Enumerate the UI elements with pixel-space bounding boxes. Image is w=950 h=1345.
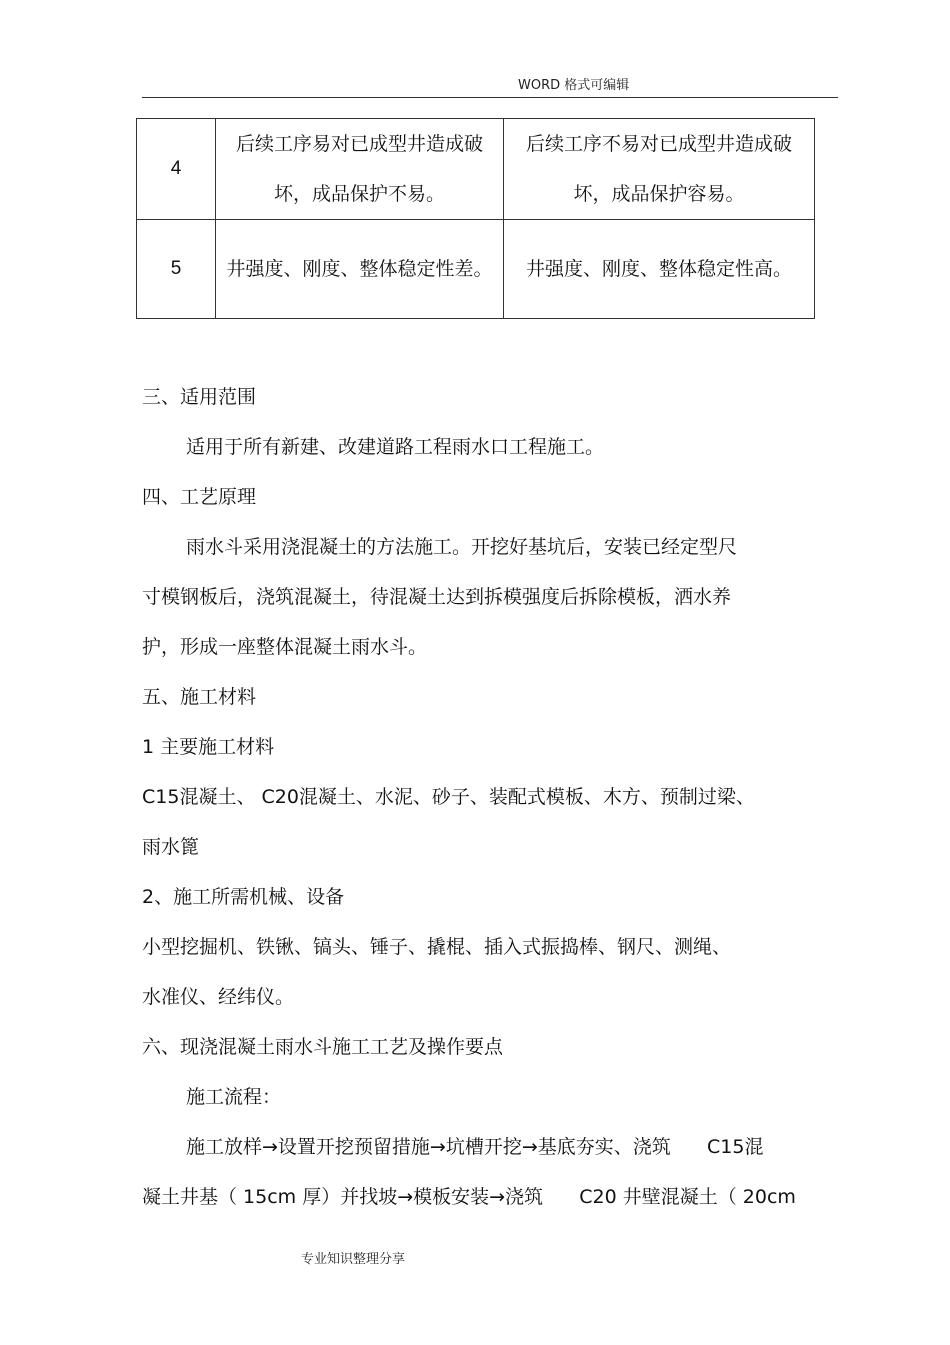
paragraph-line: 寸模钢板后，浇筑混凝土，待混凝土达到拆模强度后拆除模板，洒水养 [142, 586, 732, 608]
subheading-equipment: 2、施工所需机械、设备 [142, 886, 345, 908]
cell-method-a: 后续工序易对已成型井造成破坏，成品保护不易。 [216, 119, 504, 220]
paragraph-line: 雨水斗采用浇混凝土的方法施工。开挖好基坑后，安装已经定型尺 [186, 536, 738, 558]
subheading-flow: 施工流程： [186, 1086, 282, 1108]
page-footer: 专业知识整理分享 [301, 1252, 406, 1267]
section-heading-principle: 四、工艺原理 [142, 486, 257, 508]
subheading-main-materials: 1 主要施工材料 [142, 736, 275, 758]
comparison-table [136, 118, 815, 319]
section-heading-process: 六、现浇混凝土雨水斗施工工艺及操作要点 [142, 1036, 504, 1058]
table-row [137, 220, 815, 319]
cell-method-b: 后续工序不易对已成型井造成破坏，成品保护容易。 [504, 119, 815, 220]
row-number: 5 [137, 220, 216, 319]
section-heading-scope: 三、适用范围 [142, 386, 257, 408]
paragraph-line: 施工放样→设置开挖预留措施→坑槽开挖→基底夯实、浇筑 C15混 [186, 1136, 764, 1158]
cell-method-a: 井强度、刚度、整体稳定性差。 [216, 220, 504, 319]
row-number: 4 [137, 119, 216, 220]
paragraph-line: 护，形成一座整体混凝土雨水斗。 [142, 636, 428, 658]
paragraph-line: 适用于所有新建、改建道路工程雨水口工程施工。 [186, 436, 605, 458]
paragraph-line: C15混凝土、 C20混凝土、水泥、砂子、装配式模板、木方、预制过梁、 [142, 786, 755, 808]
paragraph-line: 水准仪、经纬仪。 [142, 986, 295, 1008]
header-rule [142, 97, 838, 98]
table-row [137, 119, 815, 220]
cell-method-b: 井强度、刚度、整体稳定性高。 [504, 220, 815, 319]
paragraph-line: 雨水篦 [142, 836, 200, 858]
section-heading-materials: 五、施工材料 [142, 686, 257, 708]
page-header: WORD 格式可编辑 [518, 78, 630, 93]
paragraph-line: 凝土井基（ 15cm 厚）并找坡→模板安装→浇筑 C20 井壁混凝土（ 20cm [142, 1186, 796, 1208]
paragraph-line: 小型挖掘机、铁锹、镐头、锤子、撬棍、插入式振捣棒、钢尺、测绳、 [142, 936, 732, 958]
